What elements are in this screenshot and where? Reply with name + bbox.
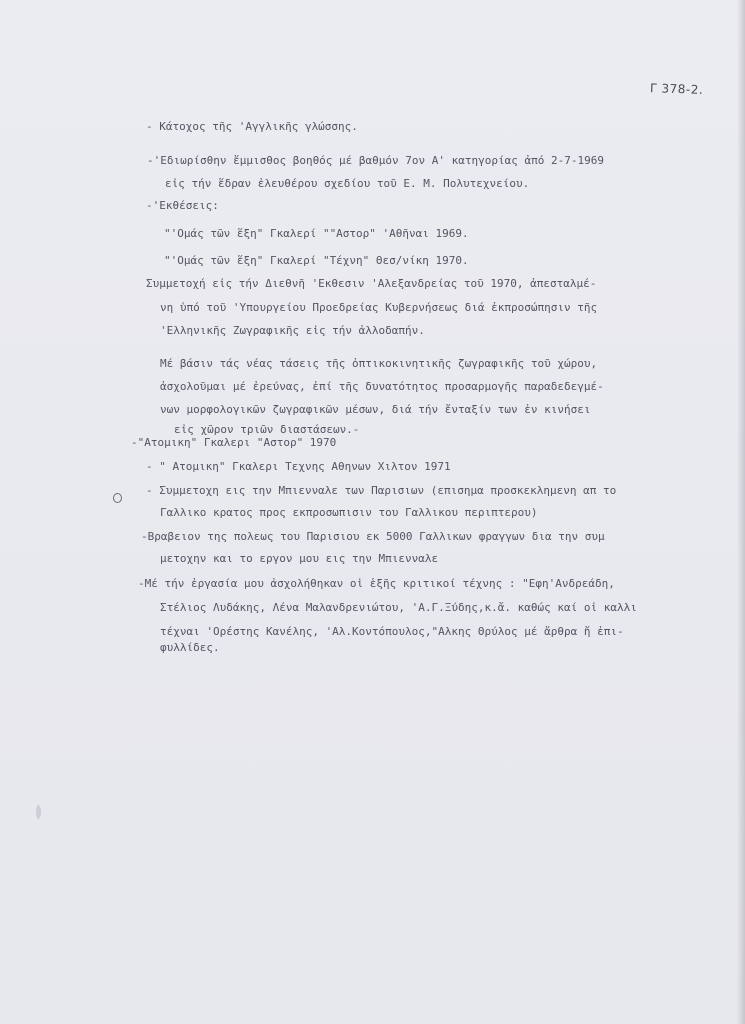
text-line-research-2: ἀσχολοῦμαι μέ ἐρεύνας, ἐπί τῆς δυνατότητος προσαρμογῆς παραδεδεγμέ- bbox=[160, 380, 604, 393]
text-line-critics-cont3: φυλλίδες. bbox=[160, 641, 220, 654]
text-line-biennale: - Συμμετοχη εις την Μπιενναλε των Παρισιων (επισημα προσκεκλημενη απ το bbox=[146, 484, 617, 497]
text-line-research-1: Μέ βάσιν τάς νέας τάσεις τῆς ὀπτικοκινητικῆς ζωγραφικῆς τοῦ χώρου, bbox=[160, 357, 598, 370]
text-line-research-4: εἰς χῶρον τριῶν διαστάσεων.- bbox=[174, 423, 360, 436]
text-line-alexandria-cont2: 'Ελληνικῆς Ζωγραφικῆς εἰς τήν ἀλλοδαπήν. bbox=[160, 324, 425, 337]
text-line-research-3: νων μορφολογικῶν ζωγραφικῶν μέσων, διά τήν ἔνταξίν των ἐν κινήσει bbox=[160, 403, 591, 416]
text-line-english: - Κάτοχος τῆς 'Αγγλικῆς γλώσσης. bbox=[146, 120, 358, 133]
text-line-exhibitions-heading: -'Εκθέσεις: bbox=[146, 199, 219, 212]
text-line-exhibition-techni: "'Ομάς τῶν ἕξη" Γκαλερί "Τέχνη" Θεσ/νίκη 1970. bbox=[164, 254, 469, 267]
text-line-alexandria: Συμμετοχή εἰς τήν Διεθνῆ 'Εκθεσιν 'Αλεξανδρείας τοῦ 1970, ἀπεσταλμέ- bbox=[146, 277, 597, 290]
archive-reference-number: Γ 378-2. bbox=[649, 81, 704, 97]
text-line-solo-astor: -"Ατομικη" Γκαλερι "Αστορ" 1970 bbox=[131, 436, 337, 449]
text-line-appointment-cont: εἰς τήν ἕδραν ἐλευθέρου σχεδίου τοῦ Ε. Μ. Πολυτεχνείου. bbox=[165, 177, 530, 190]
paper-smudge bbox=[36, 805, 41, 819]
text-line-critics-cont1: Στέλιος Λυδάκης, Λένα Μαλανδρενιώτου, 'Α.Γ.Ξύδης,κ.ἄ. καθώς καί οἱ καλλι bbox=[160, 601, 637, 614]
text-line-award-cont: μετοχην και το εργον μου εις την Μπιενναλε bbox=[160, 552, 439, 565]
text-line-award: -Βραβειον της πολεως του Παρισιου εκ 5000 Γαλλικων φραγγων δια την συμ bbox=[141, 530, 605, 543]
text-line-exhibition-astor: "'Ομάς τῶν ἕξη" Γκαλερί ""Αστορ" 'Αθῆναι 1969. bbox=[164, 227, 469, 240]
text-line-alexandria-cont1: νη ὑπό τοῦ 'Υπουργείου Προεδρείας Κυβερνήσεως διά ἐκπροσώπησιν τῆς bbox=[160, 301, 598, 314]
text-line-critics: -Μέ τήν ἐργασία μου ἀσχολήθηκαν οἱ ἑξῆς κριτικοί τέχνης : "Εφη'Ανδρεάδη, bbox=[138, 577, 615, 590]
punch-hole-mark bbox=[113, 493, 122, 503]
page-edge-shadow bbox=[737, 0, 745, 1024]
text-line-solo-hilton: - " Ατομικη" Γκαλερι Τεχνης Αθηνων Χιλτον 1971 bbox=[146, 460, 451, 473]
text-line-biennale-cont: Γαλλικο κρατος προς εκπροσωπισιν του Γαλλικου περιπτερου) bbox=[160, 506, 538, 519]
text-line-critics-cont2: τέχναι 'Ορέστης Κανέλης, 'Αλ.Κοντόπουλος,"Αλκης Θρύλος μέ ἄρθρα ἤ ἐπι- bbox=[160, 625, 624, 638]
text-line-appointment: -'Εδιωρίσθην ἔμμισθος βοηθός μέ βαθμόν 7ον Α' κατηγορίας ἀπό 2-7-1969 bbox=[147, 154, 604, 167]
